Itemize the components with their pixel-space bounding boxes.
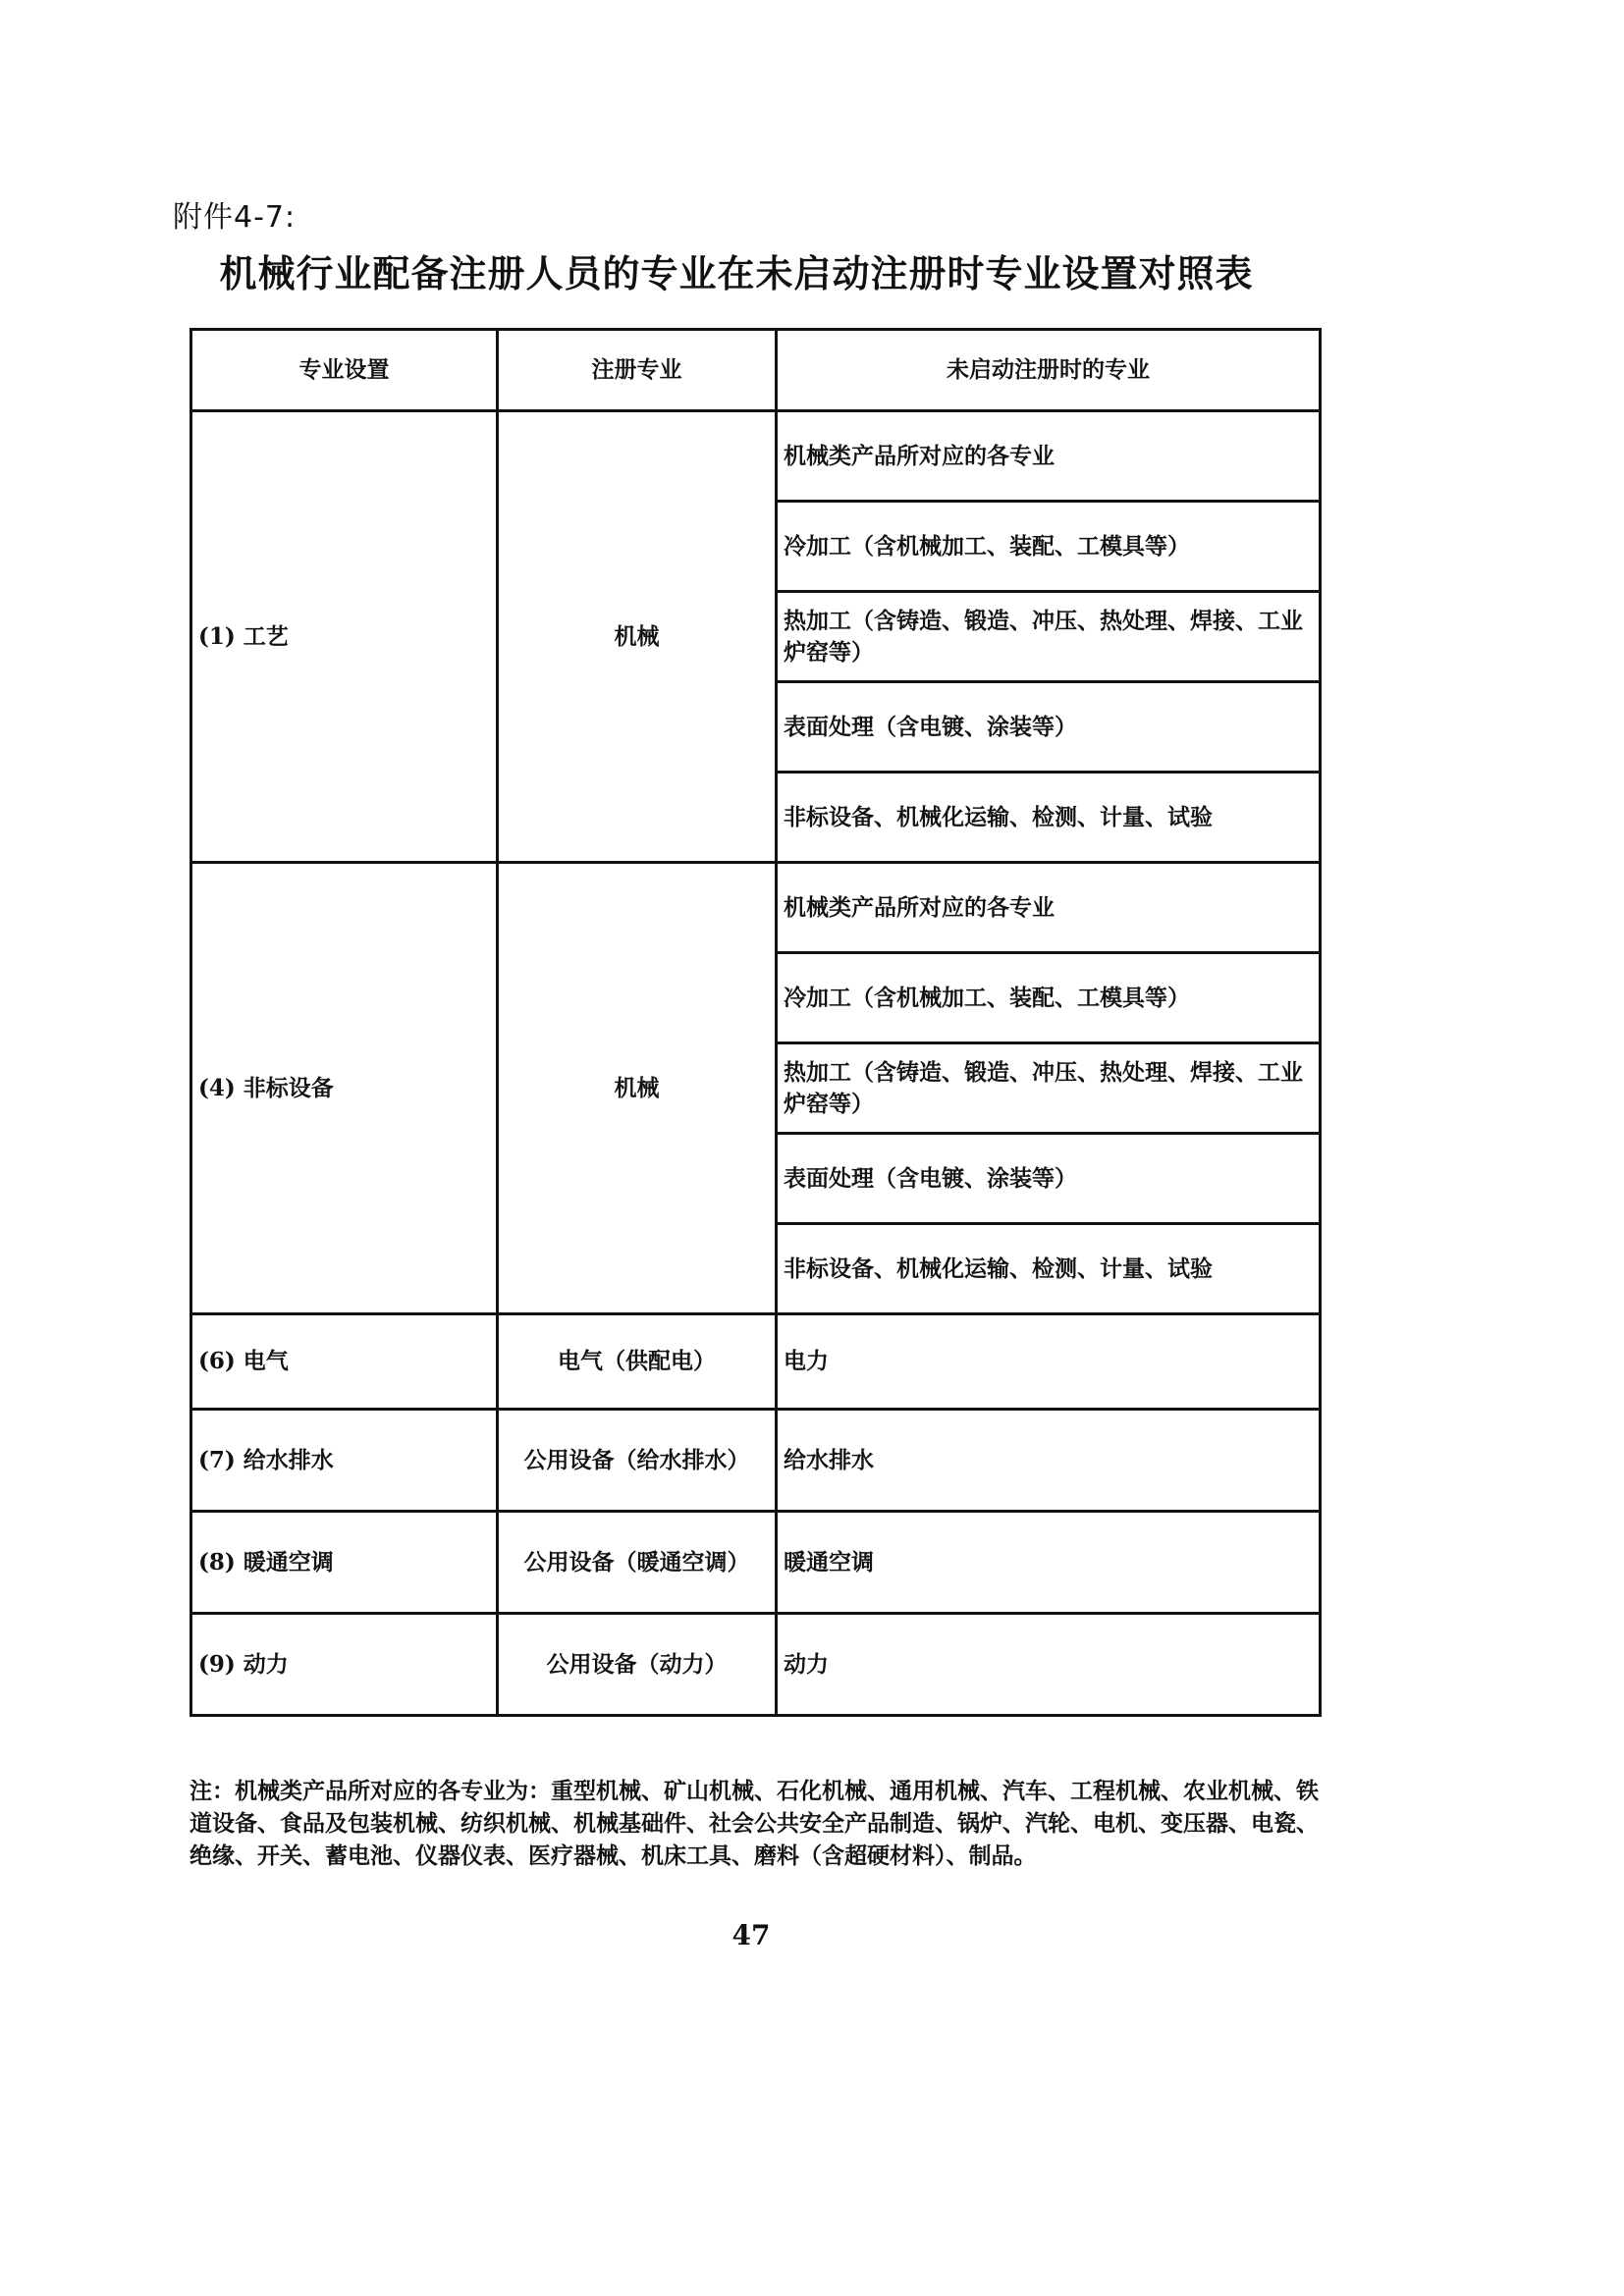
table-row [191, 1314, 1321, 1410]
registered-specialty-cell: 机械 [498, 863, 777, 1314]
unregistered-specialty-cell: 表面处理（含电镀、涂装等） [777, 1134, 1321, 1224]
specialty-setting-cell: (7) 给水排水 [191, 1410, 498, 1512]
specialty-setting-cell: (8) 暖通空调 [191, 1512, 498, 1614]
attachment-label: 附件4-7: [173, 200, 297, 235]
unregistered-specialty-cell: 机械类产品所对应的各专业 [777, 863, 1321, 953]
specialty-reference-table [189, 328, 1322, 1717]
unregistered-specialty-cell: 机械类产品所对应的各专业 [777, 411, 1321, 502]
unregistered-specialty-cell: 电力 [777, 1314, 1321, 1410]
table-row [191, 1614, 1321, 1716]
unregistered-specialty-cell: 暖通空调 [777, 1512, 1321, 1614]
table-header-row [191, 330, 1321, 411]
registered-specialty-cell: 公用设备（给水排水） [498, 1410, 777, 1512]
unregistered-specialty-cell: 冷加工（含机械加工、装配、工模具等） [777, 502, 1321, 592]
page-number: 47 [731, 1919, 771, 1951]
header-registered-specialty: 注册专业 [498, 330, 777, 411]
header-specialty-setting: 专业设置 [191, 330, 498, 411]
specialty-setting-cell: (9) 动力 [191, 1614, 498, 1716]
specialty-setting-cell: (4) 非标设备 [191, 863, 498, 1314]
unregistered-specialty-cell: 动力 [777, 1614, 1321, 1716]
header-unregistered-specialty: 未启动注册时的专业 [777, 330, 1321, 411]
registered-specialty-cell: 公用设备（暖通空调） [498, 1512, 777, 1614]
unregistered-specialty-cell: 给水排水 [777, 1410, 1321, 1512]
unregistered-specialty-cell: 冷加工（含机械加工、装配、工模具等） [777, 953, 1321, 1043]
table-note: 注：机械类产品所对应的各专业为：重型机械、矿山机械、石化机械、通用机械、汽车、工程机械、农业机械、铁道设备、食品及包装机械、纺织机械、机械基础件、社会公共安全产品制造、锅炉、汽轮、电机、变压器、电瓷、绝缘、开关、蓄电池、仪器仪表、医疗器械、机床工具、磨料（含超硬材料）、制品。 [189, 1778, 1319, 1869]
table-row [191, 411, 1321, 502]
specialty-setting-cell: (6) 电气 [191, 1314, 498, 1410]
table-row [191, 1512, 1321, 1614]
unregistered-specialty-cell: 热加工（含铸造、锻造、冲压、热处理、焊接、工业炉窑等） [777, 1043, 1321, 1134]
registered-specialty-cell: 电气（供配电） [498, 1314, 777, 1410]
document-title: 机械行业配备注册人员的专业在未启动注册时专业设置对照表 [219, 252, 1254, 295]
specialty-setting-cell: (1) 工艺 [191, 411, 498, 863]
table-row [191, 863, 1321, 953]
unregistered-specialty-cell: 表面处理（含电镀、涂装等） [777, 682, 1321, 773]
table-row [191, 1410, 1321, 1512]
registered-specialty-cell: 公用设备（动力） [498, 1614, 777, 1716]
unregistered-specialty-cell: 非标设备、机械化运输、检测、计量、试验 [777, 773, 1321, 863]
unregistered-specialty-cell: 非标设备、机械化运输、检测、计量、试验 [777, 1224, 1321, 1314]
unregistered-specialty-cell: 热加工（含铸造、锻造、冲压、热处理、焊接、工业炉窑等） [777, 592, 1321, 682]
registered-specialty-cell: 机械 [498, 411, 777, 863]
